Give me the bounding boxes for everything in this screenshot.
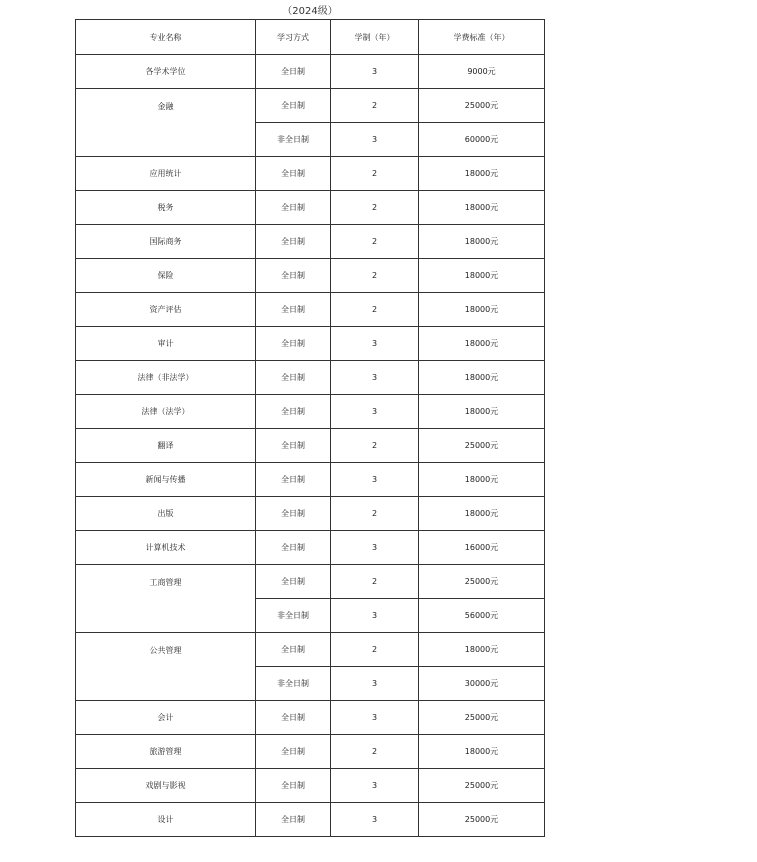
cell-study-mode: 全日制 (256, 225, 331, 259)
cell-major: 法律（法学） (76, 395, 256, 429)
cell-duration: 2 (331, 293, 419, 327)
cell-major: 国际商务 (76, 225, 256, 259)
cell-tuition: 18000元 (419, 463, 545, 497)
table-header-row (76, 20, 545, 55)
cell-major: 工商管理 (76, 565, 256, 633)
cell-study-mode: 全日制 (256, 361, 331, 395)
cell-study-mode: 全日制 (256, 633, 331, 667)
cell-duration: 2 (331, 191, 419, 225)
cell-tuition: 18000元 (419, 395, 545, 429)
cell-major: 各学术学位 (76, 55, 256, 89)
cell-study-mode: 全日制 (256, 531, 331, 565)
cell-duration: 3 (331, 55, 419, 89)
cell-major: 资产评估 (76, 293, 256, 327)
cell-duration: 3 (331, 361, 419, 395)
table-row (76, 463, 545, 497)
cell-tuition: 18000元 (419, 327, 545, 361)
cell-tuition: 18000元 (419, 735, 545, 769)
cell-major: 公共管理 (76, 633, 256, 701)
cell-tuition: 18000元 (419, 293, 545, 327)
cell-study-mode: 全日制 (256, 429, 331, 463)
table-row (76, 327, 545, 361)
cell-study-mode: 全日制 (256, 259, 331, 293)
cell-duration: 2 (331, 497, 419, 531)
cell-tuition: 56000元 (419, 599, 545, 633)
cell-major: 设计 (76, 803, 256, 837)
header-major: 专业名称 (76, 20, 256, 55)
cell-tuition: 18000元 (419, 497, 545, 531)
cell-tuition: 30000元 (419, 667, 545, 701)
cell-duration: 3 (331, 667, 419, 701)
cell-study-mode: 全日制 (256, 293, 331, 327)
cell-major: 审计 (76, 327, 256, 361)
table-row (76, 55, 545, 89)
table-row (76, 191, 545, 225)
cell-tuition: 18000元 (419, 191, 545, 225)
table-row (76, 633, 545, 667)
cell-duration: 2 (331, 565, 419, 599)
table-row (76, 361, 545, 395)
table-row (76, 803, 545, 837)
header-duration: 学制（年） (331, 20, 419, 55)
table-row (76, 701, 545, 735)
cell-tuition: 25000元 (419, 429, 545, 463)
cell-study-mode: 非全日制 (256, 599, 331, 633)
cell-tuition: 18000元 (419, 633, 545, 667)
cell-major: 税务 (76, 191, 256, 225)
cell-major: 出版 (76, 497, 256, 531)
cell-study-mode: 全日制 (256, 497, 331, 531)
cell-duration: 2 (331, 633, 419, 667)
cell-duration: 2 (331, 429, 419, 463)
cell-duration: 3 (331, 123, 419, 157)
cell-major: 计算机技术 (76, 531, 256, 565)
table-row (76, 769, 545, 803)
cell-study-mode: 全日制 (256, 769, 331, 803)
cell-tuition: 18000元 (419, 157, 545, 191)
cell-tuition: 25000元 (419, 701, 545, 735)
cell-study-mode: 全日制 (256, 89, 331, 123)
table-row (76, 89, 545, 123)
cell-study-mode: 全日制 (256, 735, 331, 769)
header-study-mode: 学习方式 (256, 20, 331, 55)
table-row (76, 225, 545, 259)
cell-duration: 3 (331, 395, 419, 429)
cell-study-mode: 全日制 (256, 327, 331, 361)
table-row (76, 395, 545, 429)
cell-tuition: 18000元 (419, 259, 545, 293)
cell-duration: 3 (331, 803, 419, 837)
table-row (76, 735, 545, 769)
cell-study-mode: 全日制 (256, 565, 331, 599)
cell-duration: 3 (331, 327, 419, 361)
table-row (76, 497, 545, 531)
cell-tuition: 25000元 (419, 803, 545, 837)
cell-tuition: 18000元 (419, 361, 545, 395)
cell-major: 金融 (76, 89, 256, 157)
cell-duration: 3 (331, 531, 419, 565)
cell-tuition: 60000元 (419, 123, 545, 157)
cell-major: 戏剧与影视 (76, 769, 256, 803)
cell-tuition: 25000元 (419, 89, 545, 123)
cell-duration: 2 (331, 89, 419, 123)
cell-duration: 2 (331, 157, 419, 191)
cell-study-mode: 全日制 (256, 803, 331, 837)
cell-tuition: 16000元 (419, 531, 545, 565)
cell-tuition: 9000元 (419, 55, 545, 89)
header-tuition: 学费标准（年） (419, 20, 545, 55)
cell-tuition: 18000元 (419, 225, 545, 259)
cell-study-mode: 非全日制 (256, 123, 331, 157)
cell-study-mode: 全日制 (256, 157, 331, 191)
cell-study-mode: 全日制 (256, 395, 331, 429)
table-row (76, 157, 545, 191)
cell-tuition: 25000元 (419, 769, 545, 803)
cell-study-mode: 全日制 (256, 463, 331, 497)
cell-major: 法律（非法学） (76, 361, 256, 395)
cell-duration: 3 (331, 463, 419, 497)
cell-duration: 2 (331, 259, 419, 293)
table-row (76, 259, 545, 293)
table-row (76, 429, 545, 463)
table-caption: （2024级） (282, 6, 338, 17)
table-row (76, 293, 545, 327)
tuition-table (75, 19, 545, 837)
cell-duration: 3 (331, 701, 419, 735)
cell-duration: 2 (331, 735, 419, 769)
table-row (76, 531, 545, 565)
cell-duration: 2 (331, 225, 419, 259)
cell-study-mode: 全日制 (256, 55, 331, 89)
cell-major: 应用统计 (76, 157, 256, 191)
table-row (76, 565, 545, 599)
cell-major: 翻译 (76, 429, 256, 463)
cell-duration: 3 (331, 769, 419, 803)
cell-major: 新闻与传播 (76, 463, 256, 497)
cell-major: 旅游管理 (76, 735, 256, 769)
cell-study-mode: 全日制 (256, 191, 331, 225)
cell-major: 保险 (76, 259, 256, 293)
cell-duration: 3 (331, 599, 419, 633)
cell-study-mode: 非全日制 (256, 667, 331, 701)
cell-tuition: 25000元 (419, 565, 545, 599)
cell-study-mode: 全日制 (256, 701, 331, 735)
cell-major: 会计 (76, 701, 256, 735)
